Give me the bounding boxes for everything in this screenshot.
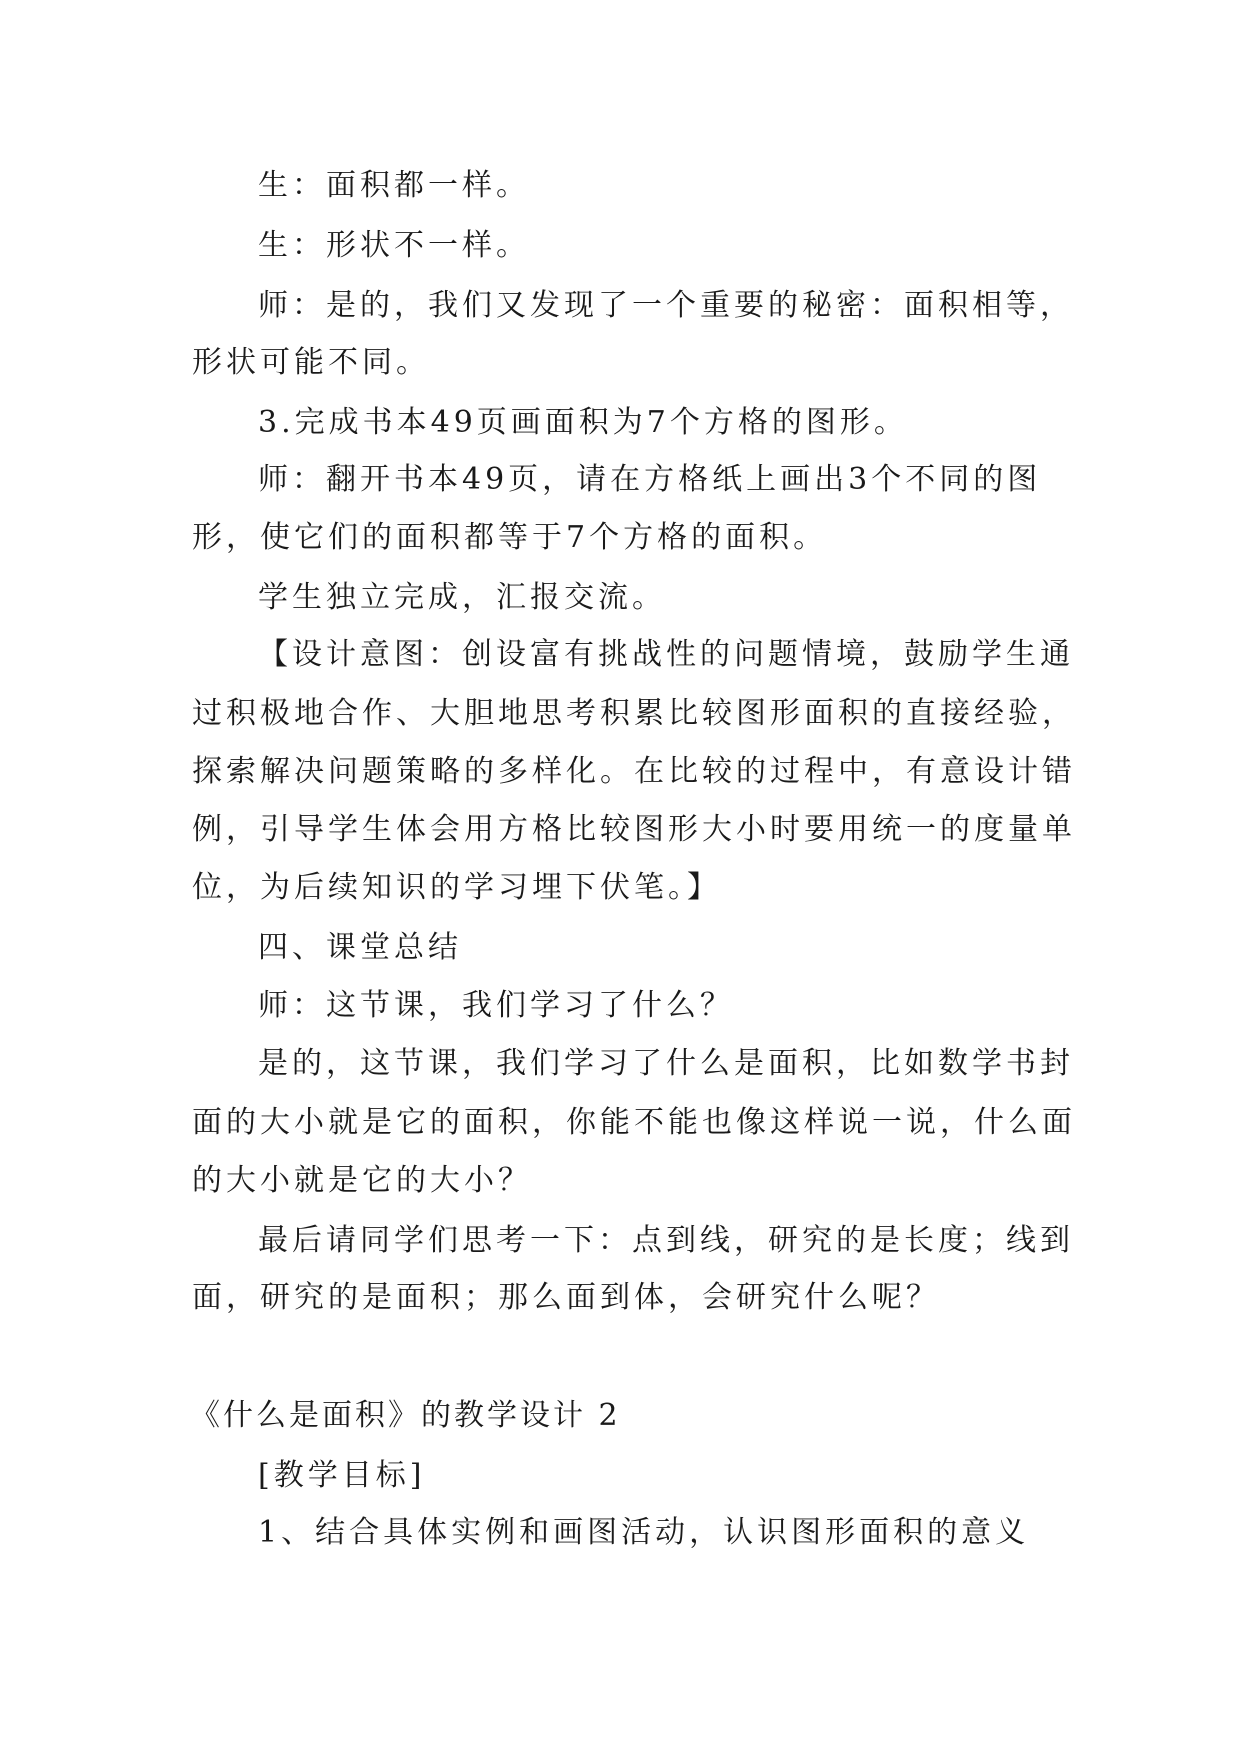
paragraph-line: 【设计意图：创设富有挑战性的问题情境，鼓励学生通 xyxy=(258,637,1074,672)
paragraph-line: 例，引导学生体会用方格比较图形大小时要用统一的度量单 xyxy=(192,812,1076,847)
paragraph-line: 1、结合具体实例和画图活动，认识图形面积的意义 xyxy=(258,1515,1030,1550)
paragraph-line: 形，使它们的面积都等于7个方格的面积。 xyxy=(192,520,828,555)
paragraph-line: 过积极地合作、大胆地思考积累比较图形面积的直接经验， xyxy=(192,696,1076,731)
paragraph-line: 位，为后续知识的学习埋下伏笔。】 xyxy=(192,870,721,905)
paragraph-line: 师：这节课，我们学习了什么？ xyxy=(258,988,734,1023)
section-heading: 四、课堂总结 xyxy=(258,930,462,965)
paragraph-line: 是的，这节课，我们学习了什么是面积，比如数学书封 xyxy=(258,1046,1074,1081)
paragraph-line: 面，研究的是面积；那么面到体，会研究什么呢？ xyxy=(192,1280,940,1315)
paragraph-line: 最后请同学们思考一下：点到线，研究的是长度；线到 xyxy=(258,1223,1074,1258)
paragraph-line: 3.完成书本49页画面积为7个方格的图形。 xyxy=(258,405,908,440)
paragraph-line: 生：形状不一样。 xyxy=(258,228,530,263)
paragraph-line: 探索解决问题策略的多样化。在比较的过程中，有意设计错 xyxy=(192,754,1076,789)
paragraph-line: 师：是的，我们又发现了一个重要的秘密：面积相等， xyxy=(258,288,1074,323)
document-title: 《什么是面积》的教学设计 2 xyxy=(190,1398,621,1433)
paragraph-line: 生：面积都一样。 xyxy=(258,168,530,203)
paragraph-line: 形状可能不同。 xyxy=(192,345,430,380)
paragraph-line: 师：翻开书本49页，请在方格纸上画出3个不同的图 xyxy=(258,462,1042,497)
paragraph-line: 的大小就是它的大小？ xyxy=(192,1163,532,1198)
paragraph-line: 面的大小就是它的面积，你能不能也像这样说一说，什么面 xyxy=(192,1105,1076,1140)
paragraph-line: 学生独立完成，汇报交流。 xyxy=(258,580,666,615)
section-label: [教学目标] xyxy=(258,1458,426,1493)
